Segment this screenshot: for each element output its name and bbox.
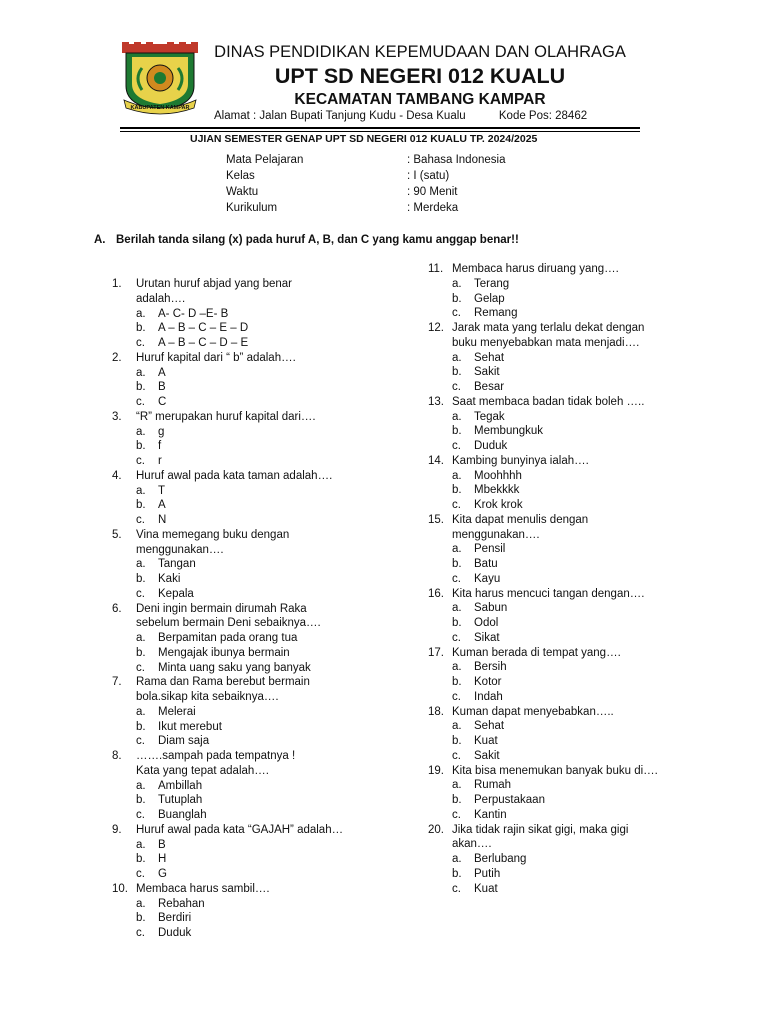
option-letter: b.: [136, 322, 146, 335]
meta-row-class: [226, 170, 505, 186]
option-text: Remang: [474, 307, 518, 320]
option-text: Tutuplah: [158, 794, 203, 807]
option-letter: b.: [136, 381, 146, 394]
option-letter: c.: [452, 808, 461, 821]
postal-code: Kode Pos: 28462: [498, 110, 588, 122]
option-letter: b.: [452, 425, 462, 438]
question-item: [112, 602, 352, 676]
question-item: [428, 764, 708, 823]
option-text: Mengajak ibunya bermain: [158, 646, 290, 659]
option-letter: c.: [452, 499, 461, 511]
option-letter: b.: [136, 720, 146, 733]
answer-option: [112, 793, 352, 808]
answer-option: [428, 469, 708, 484]
question-item: [428, 823, 708, 897]
answer-option: [112, 646, 352, 661]
option-text: Perpustakaan: [474, 794, 545, 806]
option-text: T: [158, 484, 166, 497]
option-letter: c.: [136, 396, 145, 408]
school-name: UPT SD NEGERI 012 KUALU: [274, 64, 566, 88]
option-letter: c.: [452, 749, 461, 762]
question-text: …….sampah pada tempatnya !: [136, 750, 296, 762]
question-text: bola.sikap kita sebaiknya….: [136, 691, 279, 703]
question-number: 9.: [112, 823, 122, 836]
meta-row-curriculum: [226, 202, 505, 218]
option-letter: c.: [136, 809, 145, 821]
option-text: Ikut merebut: [158, 720, 222, 733]
option-text: Ambillah: [158, 779, 203, 792]
option-letter: b.: [452, 794, 462, 806]
option-letter: a.: [452, 543, 462, 556]
option-letter: c.: [452, 882, 461, 895]
option-letter: a.: [136, 897, 146, 910]
answer-option: [112, 498, 352, 513]
answer-option: [112, 557, 352, 572]
answer-option: [112, 307, 352, 322]
question-item: [112, 675, 352, 749]
answer-option: [112, 572, 352, 587]
question-item: [112, 882, 352, 941]
question-number: 3.: [112, 410, 122, 423]
option-text: f: [158, 440, 162, 453]
question-text: Vina memegang buku dengan: [136, 528, 290, 541]
question-item: [428, 395, 708, 454]
question-item: [428, 454, 708, 513]
question-number: 20.: [428, 823, 444, 836]
answer-option: [112, 425, 352, 440]
option-letter: a.: [452, 602, 462, 615]
answer-option: [428, 793, 708, 808]
answer-option: [428, 690, 708, 705]
option-letter: a.: [452, 853, 462, 865]
option-letter: c.: [136, 661, 145, 674]
option-letter: a.: [136, 484, 146, 497]
option-letter: b.: [452, 735, 462, 747]
answer-option: [112, 513, 352, 528]
option-letter: b.: [136, 853, 146, 866]
option-letter: a.: [136, 307, 146, 320]
option-letter: b.: [136, 573, 146, 585]
option-letter: a.: [452, 469, 462, 482]
question-item: [112, 351, 352, 410]
option-text: H: [158, 853, 167, 866]
option-text: Membungkuk: [474, 425, 544, 438]
option-letter: a.: [136, 558, 146, 571]
question-item: [428, 646, 708, 705]
question-number: 19.: [428, 764, 444, 777]
answer-option: [428, 808, 708, 823]
option-letter: a.: [452, 720, 462, 733]
answer-option: [112, 897, 352, 912]
option-text: Minta uang saku yang banyak: [158, 661, 311, 674]
question-text: Rama dan Rama berebut bermain: [136, 676, 310, 689]
question-number: 6.: [112, 602, 122, 615]
option-text: Kayu: [474, 572, 501, 585]
option-letter: b.: [452, 558, 462, 570]
regency-emblem-logo: [120, 42, 200, 116]
option-letter: c.: [136, 735, 145, 748]
answer-option: [428, 719, 708, 734]
meta-row-subject: [226, 154, 505, 170]
option-text: Duduk: [474, 440, 508, 452]
question-number: 14.: [428, 454, 444, 467]
answer-option: [428, 734, 708, 749]
question-text: Saat membaca badan tidak boleh …..: [452, 395, 645, 408]
option-text: C: [158, 396, 167, 408]
option-text: Berpamitan pada orang tua: [158, 632, 298, 644]
option-text: G: [158, 868, 167, 880]
answer-option: [112, 661, 352, 676]
option-text: Berlubang: [474, 853, 527, 865]
option-text: A- C- D –E- B: [158, 307, 229, 320]
question-item: [112, 410, 352, 469]
answer-option: [428, 675, 708, 690]
meta-label: Kelas: [226, 170, 255, 182]
exam-meta: [226, 154, 505, 218]
answer-option: [428, 616, 708, 631]
option-letter: b.: [452, 617, 462, 629]
option-letter: c.: [136, 587, 145, 600]
answer-option: [112, 705, 352, 720]
question-item: [112, 469, 352, 528]
option-letter: c.: [452, 381, 461, 393]
option-letter: b.: [452, 676, 462, 688]
answer-option: [428, 660, 708, 675]
option-letter: c.: [452, 307, 461, 320]
question-number: 7.: [112, 676, 122, 689]
option-text: Mbekkkk: [474, 484, 520, 497]
option-text: Rumah: [474, 779, 512, 792]
meta-label: Mata Pelajaran: [226, 154, 304, 166]
question-item: [112, 823, 352, 882]
answer-option: [112, 779, 352, 794]
option-text: Melerai: [158, 705, 196, 718]
option-letter: b.: [452, 484, 462, 497]
question-number: 10.: [112, 882, 128, 895]
meta-label: Waktu: [226, 186, 259, 198]
question-number: 17.: [428, 646, 444, 659]
option-text: Sakit: [474, 749, 500, 762]
option-letter: a.: [136, 425, 146, 438]
option-text: Pensil: [474, 543, 506, 556]
option-text: Bersih: [474, 661, 507, 674]
option-letter: a.: [136, 779, 146, 792]
option-letter: c.: [136, 337, 145, 349]
question-text: Kuman berada di tempat yang….: [452, 646, 621, 659]
option-text: g: [158, 425, 165, 438]
answer-option: [428, 277, 708, 292]
option-letter: c.: [136, 927, 145, 939]
option-text: Terang: [474, 277, 510, 290]
option-text: Besar: [474, 381, 505, 393]
answer-option: [112, 321, 352, 336]
answer-option: [112, 852, 352, 867]
option-text: Sehat: [474, 720, 505, 733]
option-text: A: [158, 499, 166, 512]
question-number: 1.: [112, 278, 122, 290]
question-number: 5.: [112, 528, 122, 541]
question-text: Huruf kapital dari “ b” adalah….: [136, 351, 296, 364]
question-text: Membaca harus sambil….: [136, 882, 270, 895]
option-text: Buanglah: [158, 809, 207, 821]
option-text: Moohhhh: [474, 469, 522, 482]
option-letter: b.: [136, 646, 146, 659]
answer-option: [428, 852, 708, 867]
answer-option: [112, 631, 352, 646]
answer-option: [428, 601, 708, 616]
option-text: N: [158, 514, 167, 526]
option-text: Sakit: [474, 366, 500, 379]
question-text: adalah….: [136, 292, 186, 305]
answer-option: [112, 395, 352, 410]
option-text: Sehat: [474, 351, 505, 364]
option-letter: a.: [136, 632, 146, 644]
question-item: [112, 749, 352, 823]
question-text: “R” merupakan huruf kapital dari….: [136, 410, 316, 423]
option-text: Kuat: [474, 735, 498, 747]
option-letter: b.: [452, 366, 462, 379]
answer-option: [112, 867, 352, 882]
question-text: Kata yang tepat adalah….: [136, 764, 269, 777]
answer-option: [112, 926, 352, 941]
option-letter: a.: [452, 410, 462, 423]
question-text: Kuman dapat menyebabkan…..: [452, 705, 614, 718]
question-text: Jarak mata yang terlalu dekat dengan: [452, 322, 645, 334]
question-text: Membaca harus diruang yang….: [452, 263, 619, 275]
option-text: Gelap: [474, 292, 505, 305]
answer-option: [112, 484, 352, 499]
question-item: [112, 277, 352, 351]
question-text: Kita dapat menulis dengan: [452, 513, 589, 526]
option-text: Krok krok: [474, 499, 523, 511]
option-text: Kantin: [474, 808, 507, 821]
option-letter: a.: [136, 838, 146, 851]
option-text: Sikat: [474, 631, 500, 644]
school-address: [214, 110, 587, 122]
option-text: B: [158, 381, 166, 394]
option-text: Tangan: [158, 558, 196, 571]
answer-option: [428, 306, 708, 321]
answer-option: [112, 808, 352, 823]
meta-value: : Merdeka: [407, 202, 459, 214]
answer-option: [428, 292, 708, 307]
header-rule-thin: [120, 131, 640, 132]
option-letter: a.: [452, 351, 462, 364]
question-number: 15.: [428, 513, 444, 526]
question-text: akan….: [452, 838, 492, 851]
option-letter: c.: [452, 440, 461, 452]
answer-option: [112, 454, 352, 469]
option-text: Indah: [474, 690, 503, 703]
questions-column-left: [112, 277, 352, 941]
meta-value: : I (satu): [407, 170, 450, 182]
question-item: [112, 528, 352, 602]
agency-name: DINAS PENDIDIKAN KEPEMUDAAN DAN OLAHRAGA: [214, 43, 626, 61]
question-item: [428, 262, 708, 321]
question-text: Kita harus mencuci tangan dengan….: [452, 587, 645, 600]
option-text: Sabun: [474, 602, 508, 615]
option-text: B: [158, 838, 166, 851]
option-text: Tegak: [474, 410, 505, 423]
option-text: Batu: [474, 558, 498, 570]
option-text: A: [158, 366, 166, 379]
question-text: Huruf awal pada kata “GAJAH” adalah…: [136, 823, 344, 836]
option-letter: b.: [136, 499, 146, 512]
question-text: Urutan huruf abjad yang benar: [136, 278, 292, 290]
option-letter: c.: [136, 868, 145, 880]
district-name: KECAMATAN TAMBANG KAMPAR: [294, 91, 546, 108]
answer-option: [428, 424, 708, 439]
answer-option: [428, 749, 708, 764]
answer-option: [112, 838, 352, 853]
option-letter: b.: [452, 867, 462, 880]
question-text: Kita bisa menemukan banyak buku di….: [452, 764, 658, 777]
question-item: [428, 705, 708, 764]
meta-value: : 90 Menit: [407, 186, 458, 198]
question-number: 2.: [112, 351, 122, 364]
question-text: sebelum bermain Deni sebaiknya….: [136, 617, 321, 630]
answer-option: [428, 410, 708, 425]
answer-option: [112, 380, 352, 395]
question-number: 18.: [428, 705, 444, 718]
answer-option: [428, 439, 708, 454]
svg-text:KABUPATEN KAMPAR: KABUPATEN KAMPAR: [130, 105, 190, 111]
option-letter: c.: [136, 455, 145, 467]
question-text: buku menyebabkan mata menjadi….: [452, 336, 640, 349]
section-instruction: [94, 234, 519, 246]
option-letter: b.: [452, 292, 462, 305]
answer-option: [428, 631, 708, 646]
address-text: Alamat : Jalan Bupati Tanjung Kudu - Desa Kualu: [214, 110, 466, 122]
exam-title: UJIAN SEMESTER GENAP UPT SD NEGERI 012 KUALU TP. 2024/2025: [190, 133, 538, 145]
question-number: 16.: [428, 587, 444, 600]
question-text: menggunakan….: [452, 528, 540, 541]
answer-option: [112, 911, 352, 926]
option-letter: c.: [452, 631, 461, 644]
question-number: 12.: [428, 322, 444, 334]
section-letter: A.: [94, 234, 106, 246]
option-letter: b.: [136, 440, 146, 453]
meta-row-time: [226, 186, 505, 202]
option-text: A – B – C – D – E: [158, 337, 249, 349]
option-letter: b.: [136, 912, 146, 925]
option-text: A – B – C – E – D: [158, 322, 249, 335]
question-text: menggunakan….: [136, 543, 224, 556]
answer-option: [428, 498, 708, 513]
answer-option: [428, 542, 708, 557]
meta-value: : Bahasa Indonesia: [407, 154, 506, 166]
option-letter: c.: [452, 572, 461, 585]
question-text: Jika tidak rajin sikat gigi, maka gigi: [452, 823, 629, 836]
question-number: 8.: [112, 750, 122, 762]
question-item: [428, 513, 708, 587]
answer-option: [112, 734, 352, 749]
answer-option: [428, 882, 708, 897]
question-text: Deni ingin bermain dirumah Raka: [136, 602, 307, 615]
answer-option: [428, 572, 708, 587]
question-text: Huruf awal pada kata taman adalah….: [136, 469, 333, 482]
option-letter: b.: [136, 794, 146, 807]
option-letter: a.: [452, 661, 462, 674]
option-letter: c.: [452, 690, 461, 703]
option-letter: a.: [136, 366, 146, 379]
questions-column-right: [428, 262, 708, 896]
option-text: Kaki: [158, 573, 181, 585]
instruction-text: Berilah tanda silang (x) pada huruf A, B, dan C yang kamu anggap benar!!: [116, 234, 519, 246]
option-text: Duduk: [158, 927, 192, 939]
question-item: [428, 587, 708, 646]
answer-option: [428, 778, 708, 793]
header-rule-thick: [120, 127, 640, 129]
answer-option: [112, 587, 352, 602]
answer-option: [428, 365, 708, 380]
option-text: Kuat: [474, 882, 498, 895]
meta-label: Kurikulum: [226, 202, 278, 214]
answer-option: [428, 351, 708, 366]
option-text: Diam saja: [158, 735, 210, 748]
option-text: Odol: [474, 617, 499, 629]
question-number: 13.: [428, 395, 444, 408]
answer-option: [428, 867, 708, 882]
answer-option: [112, 720, 352, 735]
answer-option: [428, 557, 708, 572]
option-text: Kotor: [474, 676, 502, 688]
question-number: 11.: [428, 263, 444, 275]
answer-option: [428, 483, 708, 498]
answer-option: [112, 439, 352, 454]
option-text: Berdiri: [158, 912, 192, 925]
question-number: 4.: [112, 469, 122, 482]
question-item: [428, 321, 708, 395]
option-text: Rebahan: [158, 897, 205, 910]
answer-option: [428, 380, 708, 395]
answer-option: [112, 366, 352, 381]
question-text: Kambing bunyinya ialah….: [452, 454, 589, 467]
option-text: r: [158, 455, 162, 467]
option-letter: a.: [452, 277, 462, 290]
answer-option: [112, 336, 352, 351]
option-text: Putih: [474, 867, 501, 880]
option-text: Kepala: [158, 587, 194, 600]
option-letter: c.: [136, 514, 145, 526]
option-letter: a.: [452, 779, 462, 792]
option-letter: a.: [136, 705, 146, 718]
